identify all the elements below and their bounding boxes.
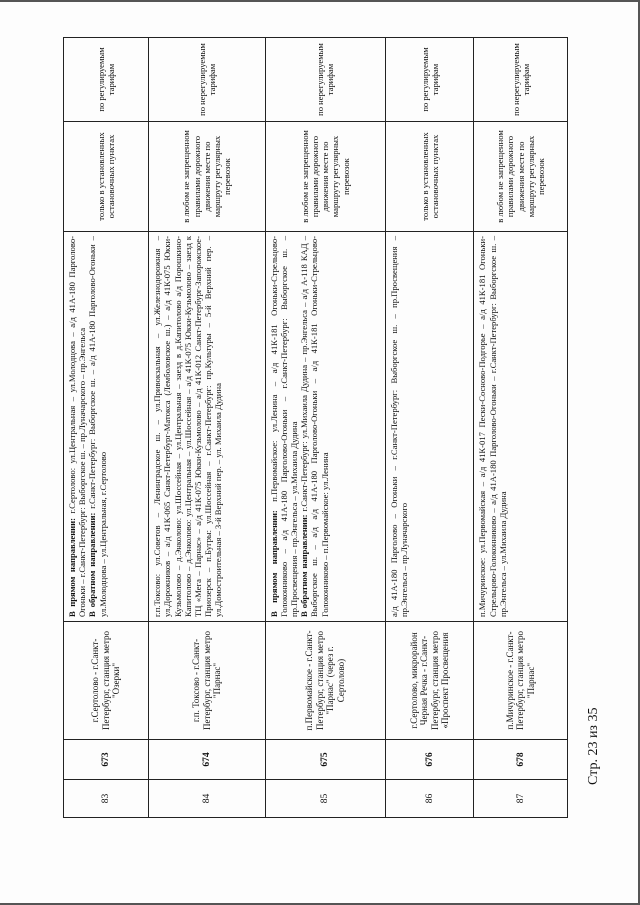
route-number-cell: 676	[386, 740, 474, 780]
route-path-text: г.Санкт-Петербург: ул.Михаила Дудина – пр.Энгельса – а/д А-118 КАД – Выборгское ш. – а/д а/д 41А-180 Парголово-Огоньки – а/д 41К-181 Огоньки-Стрельцово-Голоконниково – п.Первомайское: ул.Ленина	[299, 236, 330, 617]
rotated-table-wrapper	[63, 38, 568, 818]
table-row	[474, 38, 568, 818]
route-path-text: п.Мичуринское: ул.Первомайская – а/д 41К-017 Пески-Сосново-Подгорье – а/д 41К-181 Огоньки-Стрельцово-Голоконниково – а/д 41А-180 Парголово-Огоньки – г.Санкт-Петербург: Выборгское ш. – пр.Энгельса – ул.Михаила Дудина	[477, 236, 508, 617]
routes-table-body	[64, 38, 568, 818]
routes-table	[63, 37, 568, 818]
route-path-segment	[269, 236, 300, 617]
table-row	[64, 38, 149, 818]
route-path-text: а/д 41А-180 Парголово – Огоньки – г.Санкт-Петербург: Выборгское ш. – пр.Просвещения – пр.Энгельса – пр.Луначарского	[389, 236, 410, 617]
stop-rule-cell: в любом не запрещенном правилами дорожного движения месте по маршруту регулярных перевозок	[149, 122, 265, 232]
route-path-segment	[87, 236, 107, 617]
row-number-cell: 85	[265, 780, 386, 818]
route-name-cell: г.п. Токсово - г.Санкт-Петербург, станция метро "Парнас"	[149, 622, 265, 740]
table-row	[386, 38, 474, 818]
tariff-cell: по нерегулируемым тарифам	[149, 38, 265, 122]
route-name-cell: п.Первомайское - г.Санкт-Петербург, станция метро "Парнас" (через г. Сертолово)	[265, 622, 386, 740]
direction-heading: В прямом направлении:	[67, 518, 77, 617]
route-name-cell: г.Сертолово, микрорайон Черная Речка - г.Санкт-Петербург, станция метро «Проспект Просвещения	[386, 622, 474, 740]
route-number-cell: 674	[149, 740, 265, 780]
direction-heading: В обратном направлении:	[299, 514, 310, 617]
table-row	[265, 38, 386, 818]
route-path-segment	[299, 236, 330, 617]
route-path-segment	[477, 236, 508, 617]
route-path-segment	[152, 236, 223, 617]
page-number: Стр. 23 из 35	[586, 707, 601, 785]
direction-heading: В обратном направлении:	[87, 512, 98, 617]
row-number-cell: 86	[386, 780, 474, 818]
direction-heading: В прямом направлении:	[268, 510, 279, 617]
route-path-cell	[265, 232, 386, 622]
route-path-segment	[67, 236, 87, 617]
tariff-cell: по регулируемым тарифам	[64, 38, 149, 122]
stop-rule-cell: в любом не запрещенном правилами дорожного движения месте по маршруту регулярных перевозок	[474, 122, 568, 232]
table-row	[149, 38, 265, 818]
route-path-cell	[64, 232, 149, 622]
stop-rule-cell: в любом не запрещенном правилами дорожного движения месте по маршруту регулярных перевозок	[265, 122, 386, 232]
route-name-cell: п.Мичуринское - г.Санкт-Петербург, станция метро "Парнас"	[474, 622, 568, 740]
route-number-cell: 673	[64, 740, 149, 780]
route-name-cell: г.Сертолово - г.Санкт-Петербург, станция метро "Озерки"	[64, 622, 149, 740]
route-path-text: п.Первомайское: ул.Ленина – а/д 41К-181 Огоньки-Стрельцово-Голоконниково – а/д 41А-180 Парголово-Огоньки – г.Санкт-Петербург: Выборгское ш. – пр.Просвещения – пр.Энгельса – ул.Михаила Дудина	[268, 236, 299, 617]
tariff-cell: по нерегулируемым тарифам	[265, 38, 386, 122]
route-path-text: г.п.Токсово: ул.Советов – Ленинградское ш. – ул.Привокзальная – ул.Железнодорожная – ул.Дорожников – а/д 41К-065 Санкт-Петербург-Матокса (Лемболовское ш.) – а/д 41К-075 Юкки-Кузьмолово – д.Энколово: ул.Шоссейная – ул.Центральная – заезд в д.Капитолово а/д Порошкино-Капитолово – д.Энколово: ул.Центральная – ул.Шоссейная – а/д 41К-075 Юкки-Кузьмолово – заезд к ТЦ «Мега – Парнас» – а/д 41К-075 Юкки-Кузьмолово – а/д 41К-012 Санкт-Петербург-Запорожское-Приозерск – п.Бугры: ул.Шоссейная – г.Санкт-Петербург: пр.Культуры – 5-й Верхний пер. – ул.Домостроительная – 3-й Верхний пер. – ул. Михаила Дудина	[152, 236, 224, 617]
route-path-segment	[389, 236, 409, 617]
route-number-cell: 675	[265, 740, 386, 780]
stop-rule-cell: только в установленных остановочных пунктах	[386, 122, 474, 232]
tariff-cell: по нерегулируемым тарифам	[474, 38, 568, 122]
route-number-cell: 678	[474, 740, 568, 780]
stop-rule-cell: только в установленных остановочных пунктах	[64, 122, 149, 232]
route-path-cell	[474, 232, 568, 622]
tariff-cell: по регулируемым тарифам	[386, 38, 474, 122]
row-number-cell: 87	[474, 780, 568, 818]
route-path-cell	[386, 232, 474, 622]
row-number-cell: 83	[64, 780, 149, 818]
route-path-cell	[149, 232, 265, 622]
scan-edge-top	[0, 0, 640, 2]
route-path-text: г.Сертолово: ул.Центральная – ул.Молодцова – а/д 41А-180 Парголово-Огоньки – г.Санкт-Петербург: Выборгское ш. – пр.Луначарского – пр.Энгельса	[67, 236, 88, 617]
row-number-cell: 84	[149, 780, 265, 818]
route-path-text: г.Санкт-Петербург: Выборгское ш. – а/д 41А-180 Парголово-Огоньки – ул.Молодцова – ул.Центральная, г.Сертолово	[87, 236, 108, 617]
